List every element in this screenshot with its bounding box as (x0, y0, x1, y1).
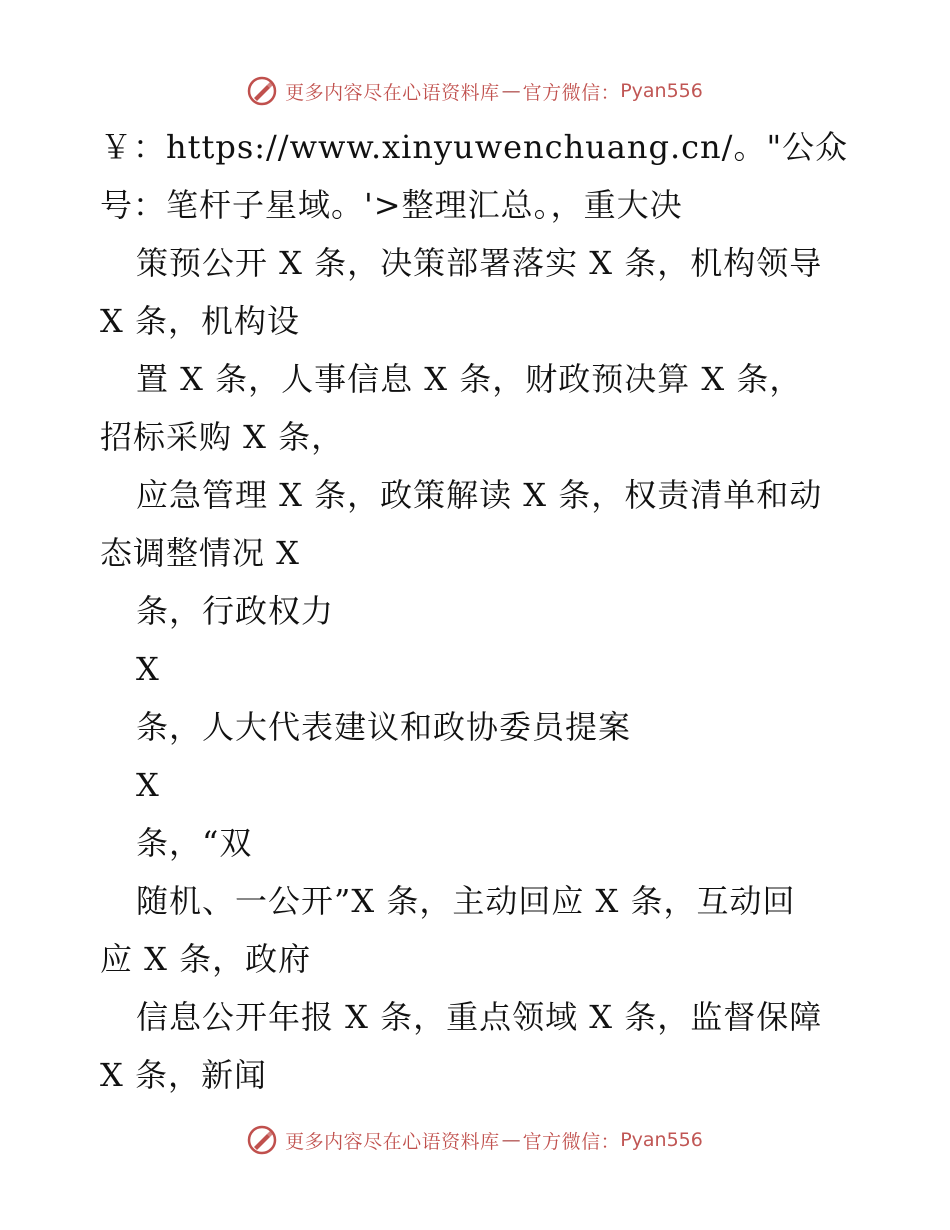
watermark-wechat-id: Pyan556 (620, 80, 703, 102)
text-line: 招标采购 X 条， (100, 418, 345, 456)
text-line: 置 X 条，人事信息 X 条，财政预决算 X 条， (136, 360, 803, 398)
text-line: 应急管理 X 条，政策解读 X 条，权责清单和动 (136, 476, 823, 514)
text-line: 态调整情况 X (100, 534, 300, 572)
text-line: ￥：https://www.xinyuwenchuang.cn/。"公众 (100, 128, 849, 166)
watermark-dash: — (501, 80, 521, 102)
watermark-wechat-label: 官方微信： (522, 81, 621, 104)
watermark-wechat-id: Pyan556 (620, 1129, 703, 1151)
text-line: 信息公开年报 X 条，重点领域 X 条，监督保障 (136, 998, 823, 1036)
watermark-text: 更多内容尽在心语资料库 (285, 1130, 500, 1153)
text-line: 条，行政权力 (136, 592, 335, 630)
watermark-dash: — (501, 1129, 521, 1151)
text-line: 策预公开 X 条，决策部署落实 X 条，机构领导 (136, 244, 823, 282)
text-line: 号：笔杆子星域。'>整理汇总。，重大决 (100, 186, 683, 224)
pen-logo-icon (247, 76, 277, 106)
header-watermark (0, 71, 950, 111)
text-line: X 条，新闻 (100, 1056, 267, 1094)
footer-watermark (0, 1120, 950, 1160)
watermark-wechat-label: 官方微信： (522, 1130, 621, 1153)
text-line: X (136, 650, 160, 688)
text-line: X (136, 766, 160, 804)
text-line: 条，人大代表建议和政协委员提案 (136, 708, 632, 746)
watermark-text: 更多内容尽在心语资料库 (285, 81, 500, 104)
text-line: 随机、一公开”X 条，主动回应 X 条，互动回 (136, 882, 796, 920)
pen-logo-icon (247, 1125, 277, 1155)
text-line: 应 X 条，政府 (100, 940, 312, 978)
text-line: X 条，机构设 (100, 302, 300, 340)
text-line: 条，“双 (136, 824, 253, 862)
